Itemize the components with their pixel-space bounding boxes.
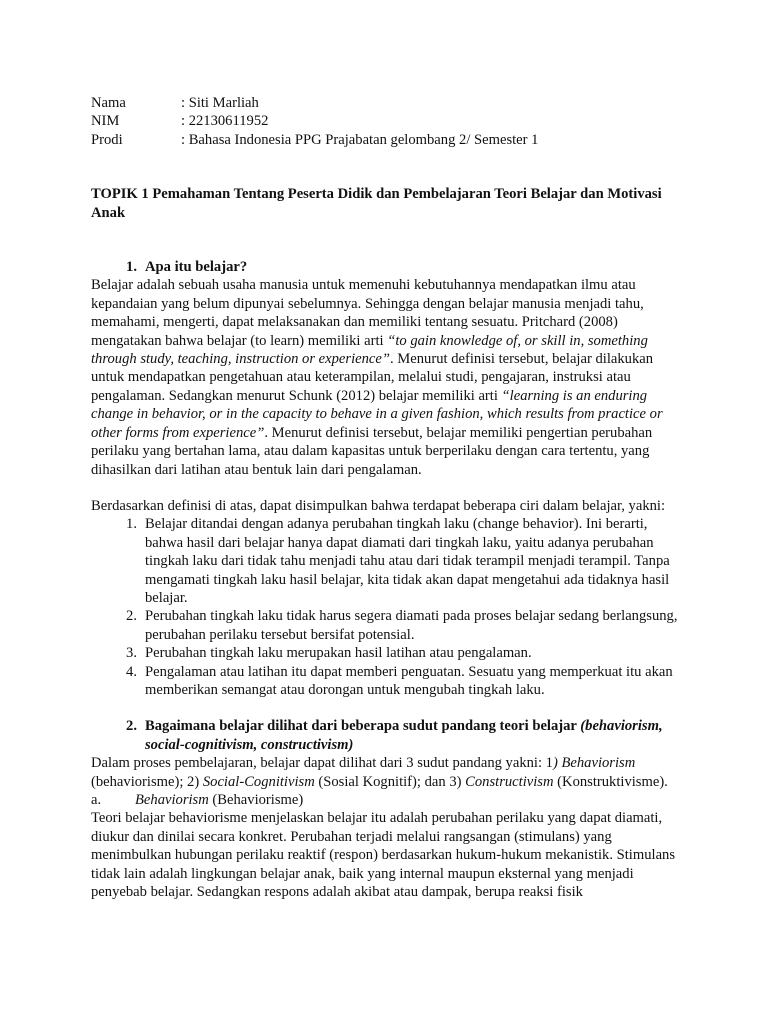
list-number: 1. (126, 516, 137, 533)
section-heading-text: Apa itu belajar? (145, 259, 248, 276)
paragraph-text: . Menurut definisi tersebut, belajar dilakukan untuk mendapatkan pengetahuan atau keterampilan, melalui studi, pengajaran, instruksi atau pengalaman. Sedangkan menurut Schunk (2012) belajar memiliki arti (91, 351, 654, 404)
list-item (91, 607, 681, 644)
paragraph-text: (behaviorisme); 2) (91, 773, 203, 790)
criteria-list (91, 515, 681, 699)
subsection-marker: a. (91, 792, 102, 808)
document-body (91, 94, 681, 901)
heading-plain: Bagaimana belajar dilihat dari beberapa sudut pandang teori belajar (145, 718, 581, 735)
heading-italic: (behaviorism, social-cognitivism, constructivism) (145, 718, 663, 753)
list-item (91, 663, 681, 700)
topic-title: TOPIK 1 Pemahaman Tentang Peserta Didik dan Pembelajaran Teori Belajar dan Motivasi Anak (91, 186, 662, 221)
list-number: 2. (126, 608, 137, 625)
section-number: 1. (126, 259, 137, 276)
paragraph-text: . Menurut definisi tersebut, belajar memiliki pengertian perubahan perilaku yang bertahan lama, atau dalam kapasitas untuk berperilaku dengan cara tertentu, yang dihasilkan dari latihan atau bentuk lain dari pengalaman. (91, 424, 653, 478)
identity-label: NIM (91, 113, 120, 130)
behaviorism-term: ) Behaviorism (552, 755, 636, 772)
list-item (91, 644, 681, 662)
constructivism-term: Constructivism (465, 773, 554, 790)
subsection-italic: Behaviorism (135, 792, 209, 808)
subsection-title (135, 791, 303, 809)
paragraph-text: (Konstruktivisme). (553, 773, 668, 790)
identity-block (91, 94, 681, 149)
social-cognitivism-term: Social-Cognitivism (202, 773, 315, 790)
section-number: 2. (126, 718, 137, 735)
section-heading-text (145, 717, 681, 754)
identity-label: Prodi (91, 131, 123, 148)
pritchard-quote: “to gain knowledge of, or skill in, something through study, teaching, instruction or experience” (91, 332, 648, 368)
list-text: Belajar ditandai dengan adanya perubahan tingkah laku (change behavior). Ini berarti, bahwa hasil dari belajar hanya dapat diamati dari tingkah laku, yaitu adanya perubahan tingkah laku dari tidak tahu menjadi tahu atau dari tidak terampil menjadi terampil. Tanpa mengamati tingkah laku hasil belajar, kita tidak akan dapat mengetahui ada tidaknya hasil belajar. (145, 516, 670, 606)
section-2-heading (91, 717, 681, 754)
identity-value: : Bahasa Indonesia PPG Prajabatan gelombang 2/ Semester 1 (181, 131, 539, 148)
list-item (91, 515, 681, 607)
identity-value: : Siti Marliah (181, 95, 259, 111)
subsection-rest: (Behaviorisme) (208, 792, 304, 808)
conclusion-paragraph: Berdasarkan definisi di atas, dapat disimpulkan bahwa terdapat beberapa ciri dalam belajar, yakni: (91, 497, 666, 514)
list-text: Pengalaman atau latihan itu dapat memberi penguatan. Sesuatu yang memperkuat itu akan memberikan semangat atau dorongan untuk mengubah tingkah laku. (145, 663, 673, 698)
subsection-a-heading (91, 791, 681, 809)
list-text: Perubahan tingkah laku merupakan hasil latihan atau pengalaman. (145, 645, 532, 662)
identity-row-prodi (91, 131, 681, 149)
identity-value: : 22130611952 (181, 113, 269, 130)
perspectives-paragraph (91, 754, 681, 791)
paragraph-text: (Sosial Kognitif); dan 3) (314, 773, 466, 790)
paragraph-text: Belajar adalah sebuah usaha manusia untuk memenuhi kebutuhannya mendapatkan ilmu atau kepandaian yang belum dipunyai sebelumnya. Sehingga dengan belajar manusia menjadi tahu, memahami, mengerti, dapat melaksanakan dan memiliki tentang sesuatu. Pritchard (2008) mengatakan bahwa belajar (to learn) memiliki arti (91, 277, 644, 349)
paragraph-text: Dalam proses pembelajaran, belajar dapat dilihat dari 3 sudut pandang yakni: 1 (91, 755, 553, 772)
list-number: 3. (126, 645, 137, 662)
definition-paragraph (91, 276, 681, 478)
list-text: Perubahan tingkah laku tidak harus segera diamati pada proses belajar sedang berlangsung, perubahan perilaku tersebut bersifat potensial. (145, 608, 678, 643)
identity-label: Nama (91, 95, 126, 111)
section-1-heading (91, 258, 681, 276)
behaviorism-paragraph: Teori belajar behaviorisme menjelaskan belajar itu adalah perubahan perilaku yang dapat diamati, diukur dan dinilai secara konkret. Perubahan terjadi melalui rangsangan (stimulans) yang menimbulkan hubungan perilaku reaktif (respon) berdasarkan hukum-hukum mekanistik. Stimulans tidak lain adalah lingkungan belajar anak, baik yang internal maupun eksternal yang menjadi penyebab belajar. Sedangkan respons adalah akibat atau dampak, berupa reaksi fisik (91, 810, 676, 901)
schunk-quote: “learning is an enduring change in behavior, or in the capacity to behave in a given fashion, which results from practice or other forms from experience” (91, 387, 663, 441)
list-number: 4. (126, 663, 137, 680)
identity-row-nama (91, 94, 681, 112)
identity-row-nim (91, 112, 681, 130)
